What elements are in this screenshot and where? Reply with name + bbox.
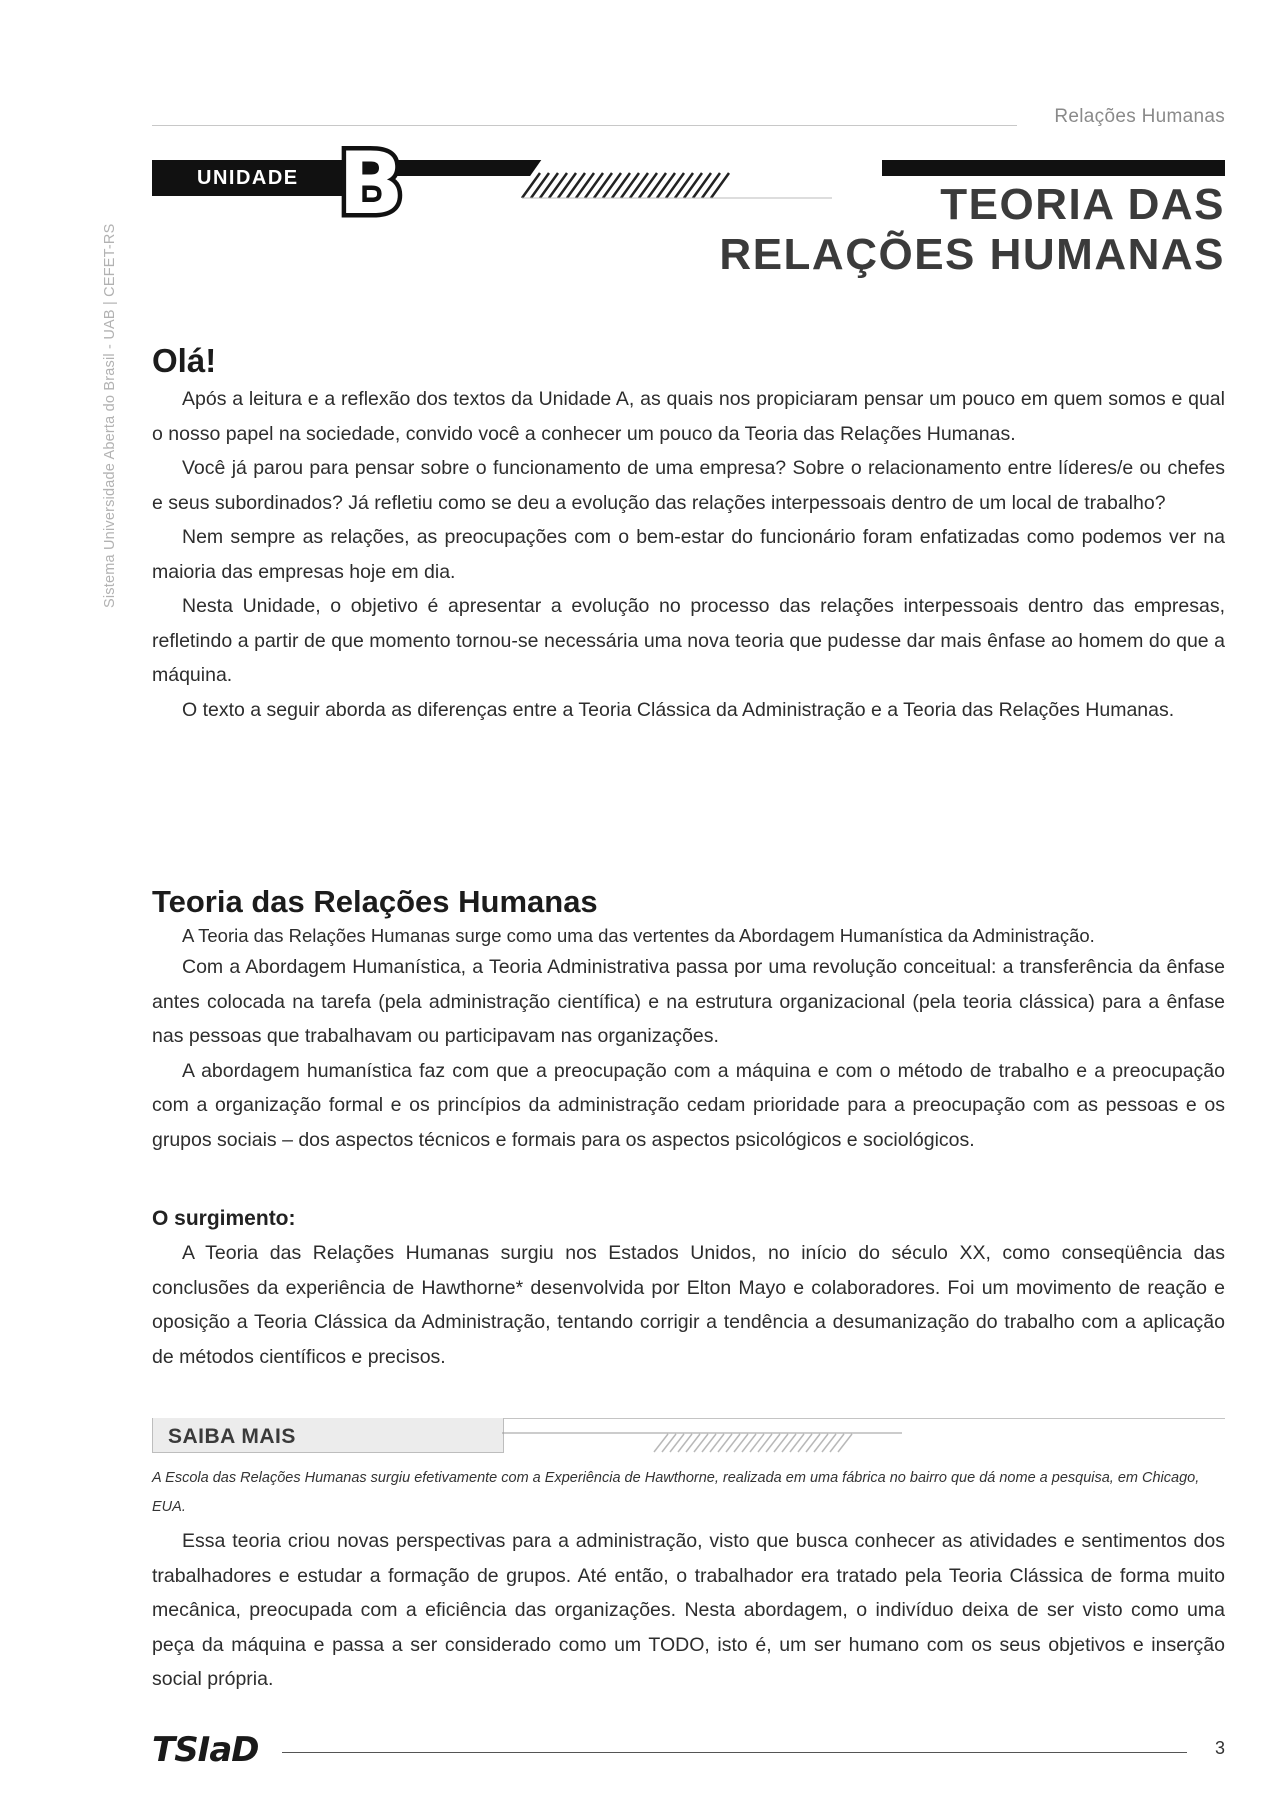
- logo-text: TSIaD: [152, 1730, 259, 1768]
- intro-paragraph: Nesta Unidade, o objetivo é apresentar a evolução no processo das relações interpessoais dentro das empresas, refletindo a partir de que momento tornou-se necessária uma nova teoria que pudesse dar mais ênfase ao homem do que a máquina.: [152, 595, 1225, 686]
- surgimento-section: [152, 1202, 1225, 1374]
- footer-rule: [282, 1752, 1187, 1753]
- closing-paragraph: Essa teoria criou novas perspectivas para a administração, visto que busca conhecer as atividades e sentimentos dos trabalhadores e estudar a formação de grupos. Até então, o trabalhador era tratado pela Teoria Clássica de forma muito mecânica, preocupada com a eficiência das organizações. Nesta abordagem, o indivíduo deixa de ser visto como uma peça da máquina e passa a ser considerado como um TODO, isto é, um ser humano com os seus objetivos e inserção social própria.: [152, 1530, 1225, 1690]
- unit-label: UNIDADE: [197, 167, 299, 189]
- saiba-mais-stripes: [502, 1418, 902, 1454]
- intro-heading: Olá!: [152, 342, 217, 379]
- page-number: 3: [1214, 1738, 1225, 1758]
- footer: [152, 1728, 1225, 1768]
- saiba-mais-note-block: [152, 1464, 1225, 1697]
- side-vertical-text: Sistema Universidade Aberta do Brasil - UAB | CEFET-RS: [102, 223, 118, 608]
- unit-title-line2: RELAÇÕES HUMANAS: [719, 230, 1225, 279]
- saiba-mais-note: A Escola das Relações Humanas surgiu efetivamente com a Experiência de Hawthorne, realizada em uma fábrica no bairro que dá nome a pesquisa, em Chicago, EUA.: [152, 1470, 1200, 1515]
- section-lead: A Teoria das Relações Humanas surge como uma das vertentes da Abordagem Humanística da Administração.: [182, 925, 1095, 946]
- surgimento-paragraph: A Teoria das Relações Humanas surgiu nos Estados Unidos, no início do século XX, como conseqüência das conclusões da experiência de Hawthorne* desenvolvida por Elton Mayo e colaboradores. Foi um movimento de reação e oposição a Teoria Clássica da Administração, tentando corrigir a tendência a desumanização do trabalho com a aplicação de métodos científicos e precisos.: [152, 1242, 1225, 1368]
- unit-letter-badge: [335, 137, 407, 227]
- intro-paragraph: Nem sempre as relações, as preocupações com o bem-estar do funcionário foram enfatizadas como podemos ver na maioria das empresas hoje em dia.: [152, 526, 1225, 583]
- section-paragraph: Com a Abordagem Humanística, a Teoria Administrativa passa por uma revolução conceitual: a transferência da ênfase antes colocada na tarefa (pela administração científica) e na estrutura organizacional (pela teoria clássica) para a ênfase nas pessoas que trabalhavam ou participavam nas organizações.: [152, 956, 1225, 1047]
- intro-section: [152, 340, 1225, 727]
- intro-paragraph: Após a leitura e a reflexão dos textos da Unidade A, as quais nos propiciaram pensar um pouco em quem somos e qual o nosso papel na sociedade, convido você a conhecer um pouco da Teoria das Relações Humanas.: [152, 388, 1225, 445]
- intro-paragraph: Você já parou para pensar sobre o funcionamento de uma empresa? Sobre o relacionamento entre líderes/e ou chefes e seus subordinados? Já refletiu como se deu a evolução das relações interpessoais dentro de um local de trabalho?: [152, 457, 1225, 514]
- intro-paragraph: O texto a seguir aborda as diferenças entre a Teoria Clássica da Administração e a Teoria das Relações Humanas.: [182, 698, 1175, 721]
- surgimento-heading: O surgimento:: [152, 1207, 296, 1230]
- saiba-mais-label: SAIBA MAIS: [168, 1425, 296, 1448]
- unit-title: [719, 180, 1225, 280]
- theory-section: [152, 882, 1225, 1157]
- section-paragraph: A abordagem humanística faz com que a preocupação com a máquina e com o método de trabalho e a preocupação com a organização formal e os princípios da administração cedam prioridade para a preocupação com as pessoas e os grupos sociais – dos aspectos técnicos e formais para os aspectos psicológicos e sociológicos.: [152, 1059, 1225, 1151]
- unit-letter: B: [338, 137, 404, 227]
- unit-title-line1: TEORIA DAS: [940, 180, 1225, 229]
- tsiad-logo: [152, 1728, 277, 1768]
- saiba-mais-header: [152, 1418, 1225, 1454]
- section-heading: Teoria das Relações Humanas: [152, 884, 598, 919]
- header-rule: [152, 125, 1017, 126]
- running-title: Relações Humanas: [1054, 106, 1225, 127]
